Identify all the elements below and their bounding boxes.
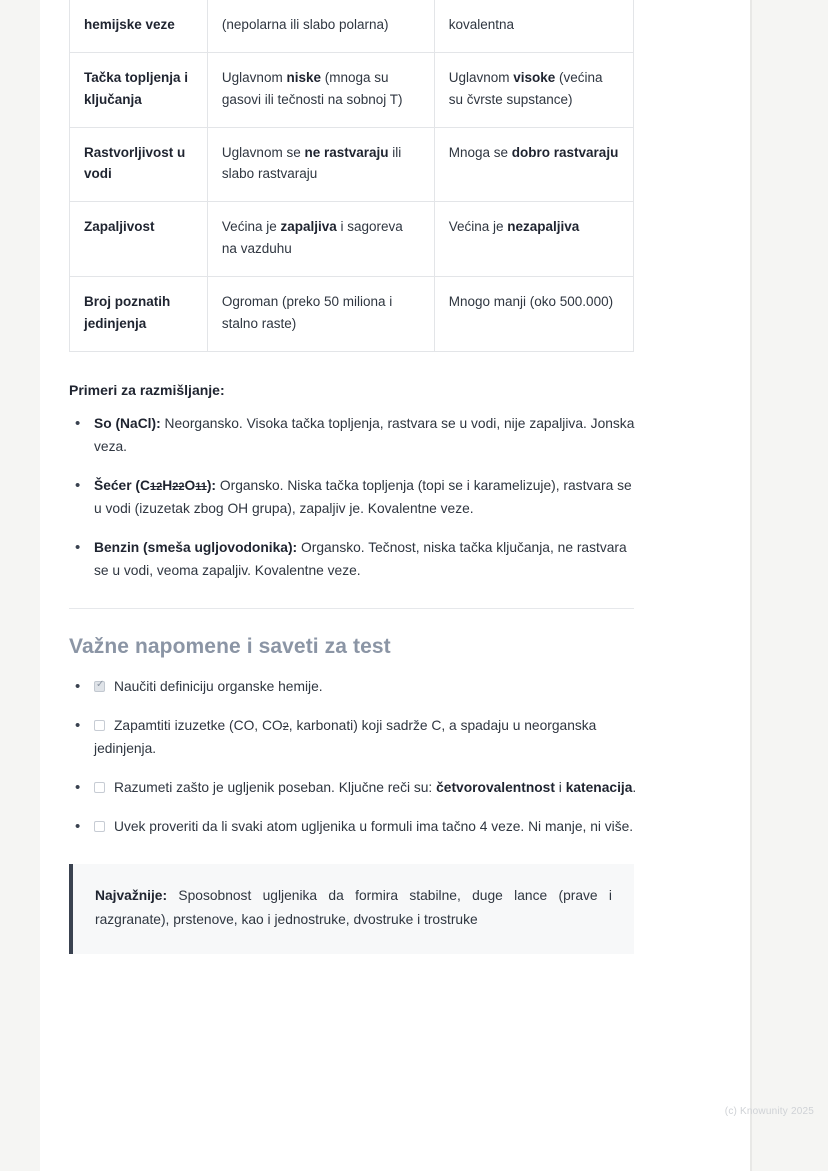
- note-text: Razumeti zašto je ugljenik poseban. Ključne reči su:: [114, 780, 437, 796]
- cell-text: Mnoga se: [448, 144, 512, 160]
- note-text: , karbonati) koji sadrže C, a spadaju u neorganska jedinjenja.: [94, 717, 597, 756]
- formula-part: ):: [206, 477, 217, 493]
- note-text: Naučiti definiciju organske hemije.: [114, 678, 323, 694]
- section-divider: [69, 608, 634, 609]
- example-term: Benzin (smeša ugljovodonika):: [94, 539, 298, 555]
- checkbox-icon[interactable]: [94, 782, 105, 793]
- checkbox-icon[interactable]: [94, 821, 105, 832]
- list-item: [69, 675, 644, 698]
- table-cell-organic: [207, 127, 434, 202]
- examples-heading: Primeri za razmišljanje:: [69, 381, 225, 398]
- list-item: [69, 815, 644, 838]
- table-cell-label: hemijske veze: [70, 0, 208, 52]
- note-text: i: [554, 780, 566, 796]
- cell-emphasis: visoke: [513, 69, 556, 85]
- formula-part: H: [162, 477, 173, 493]
- document-page: [40, 0, 752, 1171]
- cell-text: ili slabo rastvaraju: [221, 144, 402, 182]
- cell-text: Uglavnom se: [221, 144, 305, 160]
- note-emphasis: četvorovalentnost: [436, 780, 555, 796]
- copyright-notice: (c) Knowunity 2025: [724, 1106, 814, 1117]
- notes-heading: Važne napomene i saveti za test: [69, 634, 391, 658]
- callout-label: Najvažnije:: [95, 888, 168, 904]
- note-text: Zapamtiti izuzetke (CO, CO: [114, 717, 283, 733]
- example-text: Organsko. Niska tačka topljenja (topi se i karamelizuje), rastvara se u vodi (izuzetak zbog OH grupa), zapaljiv je. Kovalentne veze.: [94, 477, 632, 516]
- examples-list: [69, 412, 664, 582]
- formula-subscript: 12: [149, 480, 163, 493]
- table-cell-label: Rastvorljivost u vodi: [70, 127, 208, 202]
- callout-box: [69, 864, 634, 953]
- table-cell-inorganic: [434, 127, 633, 202]
- formula-part: O: [184, 477, 196, 493]
- list-item: [69, 776, 644, 799]
- table-row: [70, 0, 634, 52]
- note-text: Uvek proveriti da li svaki atom ugljenika u formuli ima tačno 4 veze. Ni manje, ni više.: [114, 819, 634, 835]
- cell-text: (mnoga su gasovi ili tečnosti na sobnoj T): [221, 69, 403, 107]
- table-row: [70, 277, 634, 352]
- example-text: Organsko. Tečnost, niska tačka ključanja, ne rastvara se u vodi, veoma zapaljiv. Kovalentne veze.: [94, 539, 627, 578]
- cell-emphasis: dobro rastvaraju: [511, 144, 619, 160]
- table-cell-organic: [207, 52, 434, 127]
- table-cell-organic: (nepolarna ili slabo polarna): [207, 0, 434, 52]
- formula-subscript: 11: [195, 480, 207, 493]
- table-cell-inorganic: Mnogo manji (oko 500.000): [434, 277, 633, 352]
- table-cell-organic: Ogroman (preko 50 miliona i stalno raste): [207, 277, 434, 352]
- cell-text: Uglavnom: [448, 69, 514, 85]
- table-cell-inorganic: kovalentna: [434, 0, 633, 52]
- table-cell-label: Zapaljivost: [70, 202, 208, 277]
- table-cell-label: Tačka topljenja i ključanja: [70, 52, 208, 127]
- cell-text: Većina je: [448, 219, 508, 235]
- callout-text: Sposobnost ugljenika da formira stabilne, duge lance (prave i razgranate), prstenove, kao i jednostruke, dvostruke i trostruke: [95, 888, 612, 927]
- checkbox-checked-icon[interactable]: [94, 681, 105, 692]
- example-text: Neorgansko. Visoka tačka topljenja, rastvara se u vodi, nije zapaljiva. Jonska veza.: [94, 415, 635, 454]
- note-text: .: [632, 780, 637, 796]
- cell-text: i sagoreva na vazduhu: [221, 219, 403, 257]
- cell-text: Većina je: [221, 219, 281, 235]
- example-term: [94, 478, 216, 493]
- table-cell-inorganic: [434, 52, 633, 127]
- list-item: [69, 474, 639, 520]
- list-item: [69, 412, 639, 458]
- note-emphasis: katenacija: [565, 780, 633, 796]
- list-item: [69, 714, 644, 760]
- formula-part: Šećer (C: [94, 477, 150, 493]
- table-row: [70, 127, 634, 202]
- page-edge-rail: [750, 0, 752, 1171]
- comparison-table: [69, 0, 634, 352]
- table-cell-organic: [207, 202, 434, 277]
- cell-emphasis: zapaljiva: [280, 219, 337, 235]
- table-cell-inorganic: [434, 202, 633, 277]
- table-row: [70, 52, 634, 127]
- cell-text: Uglavnom: [221, 69, 287, 85]
- notes-checklist: [69, 675, 664, 838]
- document-content: [69, 0, 664, 954]
- cell-text: (većina su čvrste supstance): [448, 69, 603, 107]
- example-term: So (NaCl):: [94, 415, 161, 431]
- checkbox-icon[interactable]: [94, 720, 105, 731]
- table-row: [70, 202, 634, 277]
- cell-emphasis: ne rastvaraju: [304, 144, 389, 160]
- list-item: [69, 536, 639, 582]
- cell-emphasis: niske: [286, 69, 321, 85]
- formula-subscript: 22: [172, 480, 185, 493]
- cell-emphasis: nezapaljiva: [507, 219, 580, 235]
- table-cell-label: Broj poznatih jedinjenja: [70, 277, 208, 352]
- formula-subscript: 2: [282, 720, 289, 733]
